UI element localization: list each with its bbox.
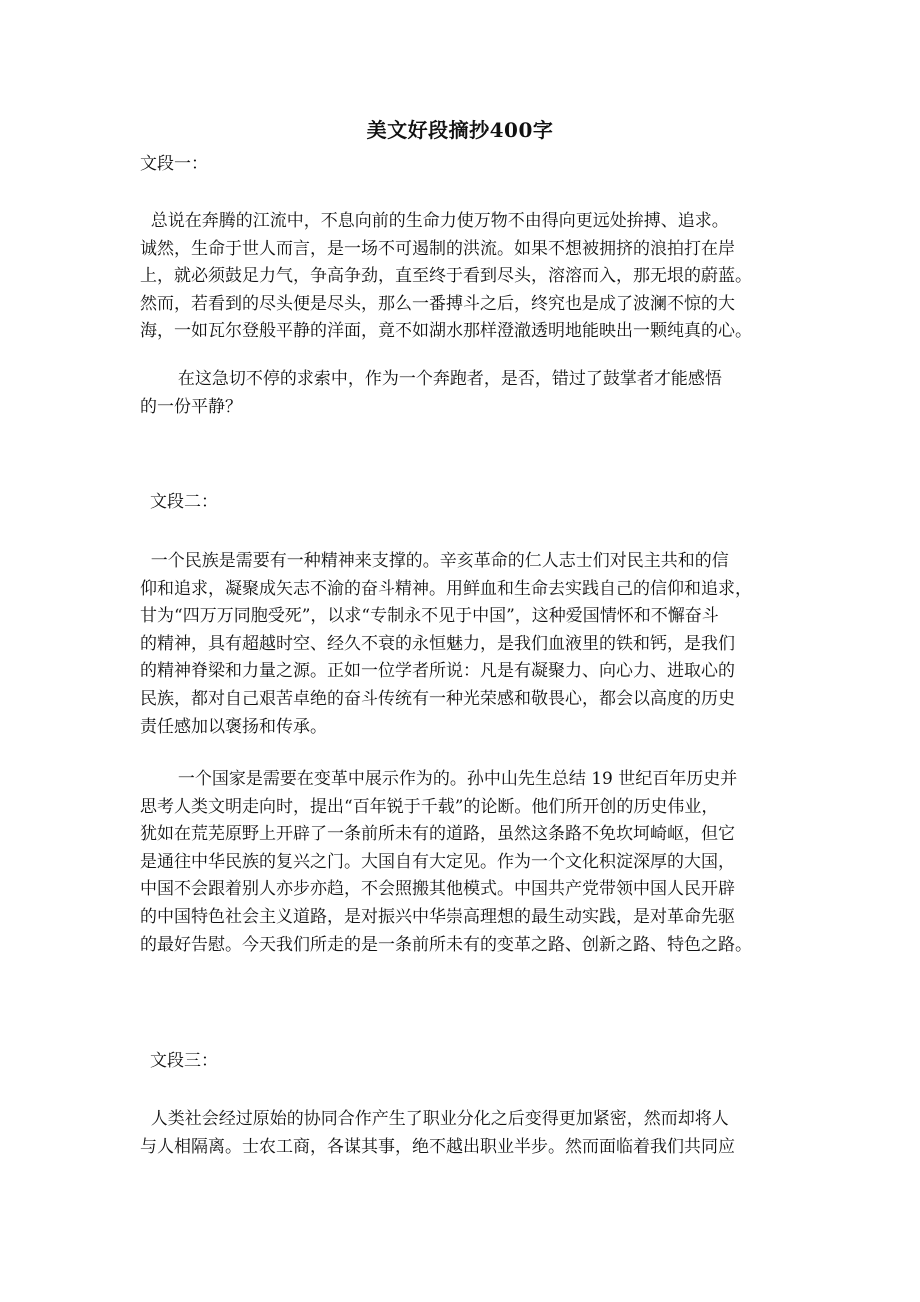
text-line: 仰和追求，凝聚成矢志不渝的奋斗精神。用鲜血和生命去实践自己的信仰和追求， [140,578,752,599]
text-line: 人类社会经过原始的协同合作产生了职业分化之后变得更加紧密，然而却将人 [140,1109,729,1129]
text-line: 海，一如瓦尔登般平静的洋面，竟不如湖水那样澄澈透明地能映出一颗纯真的心。 [140,321,752,342]
text-line: 总说在奔腾的江流中，不息向前的生命力使万物不由得向更远处拚搏、追求。 [140,211,729,231]
section-3-heading: 文段三： [150,1051,218,1071]
document-title: 美文好段摘抄400字 [366,118,554,142]
section-1-paragraph-2 [140,366,800,421]
text-line: 一个国家是需要在变革中展示作为的。孙中山先生总结 19 世纪百年历史并 [140,769,738,789]
text-line: 的精神，具有超越时空、经久不衰的永恒魅力，是我们血液里的铁和钙，是我们 [140,633,735,654]
section-2-paragraph-2 [140,766,800,959]
text-line: 的一份平静？ [140,396,242,417]
text-line: 一个民族是需要有一种精神来支撑的。辛亥革命的仁人志士们对民主共和的信 [140,551,729,571]
text-line: 的中国特色社会主义道路，是对振兴中华崇高理想的最生动实践，是对革命先驱 [140,906,735,927]
section-1-heading: 文段一： [140,154,208,174]
text-line: 甘为“四万万同胞受死”，以求“专制永不见于中国”，这种爱国情怀和不懈奋斗 [140,606,719,627]
text-line: 思考人类文明走向时，提出“百年锐于千载”的论断。他们所开创的历史伟业， [140,796,719,817]
text-line: 诚然，生命于世人而言，是一场不可遏制的洪流。如果不想被拥挤的浪拍打在岸 [140,238,735,259]
text-line: 责任感加以褒扬和传承。 [140,716,327,737]
section-1-paragraph-1 [140,208,800,346]
text-line: 的最好告慰。今天我们所走的是一条前所未有的变革之路、创新之路、特色之路。 [140,934,752,955]
text-line: 然而，若看到的尽头便是尽头，那么一番搏斗之后，终究也是成了波澜不惊的大 [140,293,735,314]
text-line: 上，就必须鼓足力气，争高争劲，直至终于看到尽头，溶溶而入，那无垠的蔚蓝。 [140,266,752,287]
text-line: 与人相隔离。士农工商，各谋其事，绝不越出职业半步。然而面临着我们共同应 [140,1136,735,1157]
text-line: 中国不会跟着别人亦步亦趋，不会照搬其他模式。中国共产党带领中国人民开辟 [140,879,735,900]
text-line: 在这急切不停的求索中，作为一个奔跑者，是否，错过了鼓掌者才能感悟 [140,369,722,389]
section-2-heading: 文段二： [150,492,218,512]
text-line: 的精神脊梁和力量之源。正如一位学者所说：凡是有凝聚力、向心力、进取心的 [140,661,735,682]
text-line: 民族，都对自己艰苦卓绝的奋斗传统有一种光荣感和敬畏心，都会以高度的历史 [140,688,735,709]
text-line: 犹如在荒芜原野上开辟了一条前所未有的道路，虽然这条路不免坎坷崎岖，但它 [140,824,735,845]
text-line: 是通往中华民族的复兴之门。大国自有大定见。作为一个文化积淀深厚的大国， [140,851,735,872]
section-3-paragraph-1 [140,1106,800,1161]
section-2-paragraph-1 [140,548,800,741]
